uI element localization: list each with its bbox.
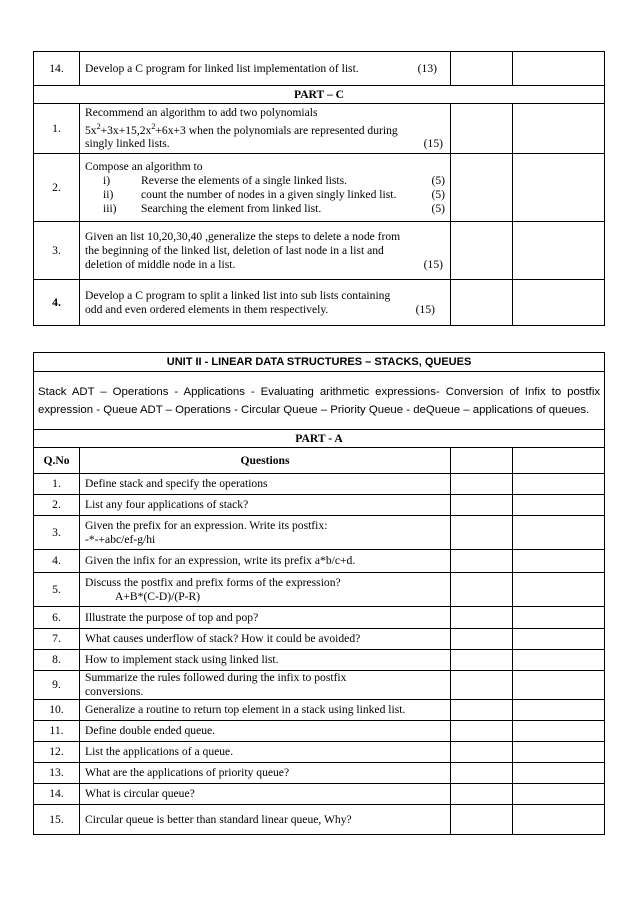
question-number: 2. bbox=[34, 495, 80, 516]
question-text: What is circular queue? bbox=[80, 784, 451, 805]
question-text: List any four applications of stack? bbox=[80, 495, 451, 516]
question-text: Given the infix for an expression, write its prefix a*b/c+d. bbox=[80, 550, 451, 573]
question-text: Recommend an algorithm to add two polynomials $5x^2+3x+15,2x^2+6x+3$ when the polynomials are represented during singly linked lists. (15) bbox=[80, 104, 451, 154]
question-number: 5. bbox=[34, 573, 80, 607]
table-row bbox=[34, 154, 605, 222]
header-row bbox=[34, 448, 605, 474]
question-number: 8. bbox=[34, 650, 80, 671]
question-number: 6. bbox=[34, 607, 80, 629]
question-text: Define stack and specify the operations bbox=[80, 474, 451, 495]
questions-list bbox=[34, 474, 605, 835]
unit-title: UNIT II - LINEAR DATA STRUCTURES – STACKS, QUEUES bbox=[34, 353, 605, 372]
table-row bbox=[34, 700, 605, 721]
table-row bbox=[34, 52, 605, 86]
unit-title-row bbox=[34, 353, 605, 372]
table-row bbox=[34, 222, 605, 280]
table-row bbox=[34, 280, 605, 326]
unit-one-part-c-table bbox=[33, 51, 605, 326]
question-number: 2. bbox=[34, 154, 80, 222]
question-text: List the applications of a queue. bbox=[80, 742, 451, 763]
question-text: Circular queue is better than standard linear queue, Why? bbox=[80, 805, 451, 835]
question-number: 9. bbox=[34, 671, 80, 700]
question-text: Generalize a routine to return top element in a stack using linked list. bbox=[80, 700, 451, 721]
question-text: What are the applications of priority queue? bbox=[80, 763, 451, 784]
question-number: 4. bbox=[34, 550, 80, 573]
question-number: 14. bbox=[34, 52, 80, 86]
table-row bbox=[34, 495, 605, 516]
table-row bbox=[34, 650, 605, 671]
question-number: 1. bbox=[34, 104, 80, 154]
question-text: How to implement stack using linked list. bbox=[80, 650, 451, 671]
section-heading-row bbox=[34, 430, 605, 448]
question-text: Define double ended queue. bbox=[80, 721, 451, 742]
competence-cell bbox=[513, 52, 605, 86]
table-row bbox=[34, 474, 605, 495]
question-text: Given an list 10,20,30,40 ,generalize the steps to delete a node from the beginning of the linked list, deletion of last node in a list and deletion of middle node in a list. (15) bbox=[80, 222, 451, 280]
question-number: 3. bbox=[34, 222, 80, 280]
table-row bbox=[34, 742, 605, 763]
question-text: What causes underflow of stack? How it could be avoided? bbox=[80, 629, 451, 650]
question-text: Develop a C program to split a linked list into sub lists containing odd and even ordered elements in them respectively. (15) bbox=[80, 280, 451, 326]
table-row bbox=[34, 550, 605, 573]
unit-two-part-a-table bbox=[33, 352, 605, 835]
question-text: Discuss the postfix and prefix forms of the expression? A+B*(C-D)/(P-R) bbox=[80, 573, 451, 607]
question-text: Compose an algorithm to i) Reverse the elements of a single linked lists. (5) ii) count the number of nodes in a given singly linked list. (5) iii) Searching the element from linked list. (5) bbox=[80, 154, 451, 222]
table-row bbox=[34, 671, 605, 700]
table-row bbox=[34, 721, 605, 742]
question-number: 4. bbox=[34, 280, 80, 326]
table-row bbox=[34, 784, 605, 805]
question-number: 1. bbox=[34, 474, 80, 495]
question-number: 12. bbox=[34, 742, 80, 763]
question-number: 15. bbox=[34, 805, 80, 835]
table-row bbox=[34, 573, 605, 607]
part-a-heading: PART - A bbox=[34, 430, 605, 448]
section-heading-row bbox=[34, 86, 605, 104]
question-text: Illustrate the purpose of top and pop? bbox=[80, 607, 451, 629]
question-number: 11. bbox=[34, 721, 80, 742]
table-row bbox=[34, 763, 605, 784]
question-text: Summarize the rules followed during the infix to postfix conversions. bbox=[80, 671, 451, 700]
question-number: 14. bbox=[34, 784, 80, 805]
table-row bbox=[34, 607, 605, 629]
syllabus-row bbox=[34, 372, 605, 430]
part-c-heading: PART – C bbox=[34, 86, 605, 104]
question-number: 3. bbox=[34, 516, 80, 550]
table-row bbox=[34, 805, 605, 835]
question-text: Develop a C program for linked list implementation of list. (13) bbox=[80, 52, 451, 86]
question-number: 13. bbox=[34, 763, 80, 784]
btl-cell bbox=[451, 52, 513, 86]
table-row bbox=[34, 104, 605, 154]
question-text: Given the prefix for an expression. Write its postfix: -*-+abc/ef-g/hi bbox=[80, 516, 451, 550]
table-row bbox=[34, 629, 605, 650]
question-number: 10. bbox=[34, 700, 80, 721]
qno-header: Q.No bbox=[34, 448, 80, 474]
question-number: 7. bbox=[34, 629, 80, 650]
table-row bbox=[34, 516, 605, 550]
syllabus-text: Stack ADT – Operations - Applications - Evaluating arithmetic expressions- Conversion of Infix to postfix expression - Queue ADT – Operations - Circular Queue – Priority Queue - deQueue – applications of queues. bbox=[34, 372, 605, 430]
questions-header: Questions bbox=[80, 448, 451, 474]
